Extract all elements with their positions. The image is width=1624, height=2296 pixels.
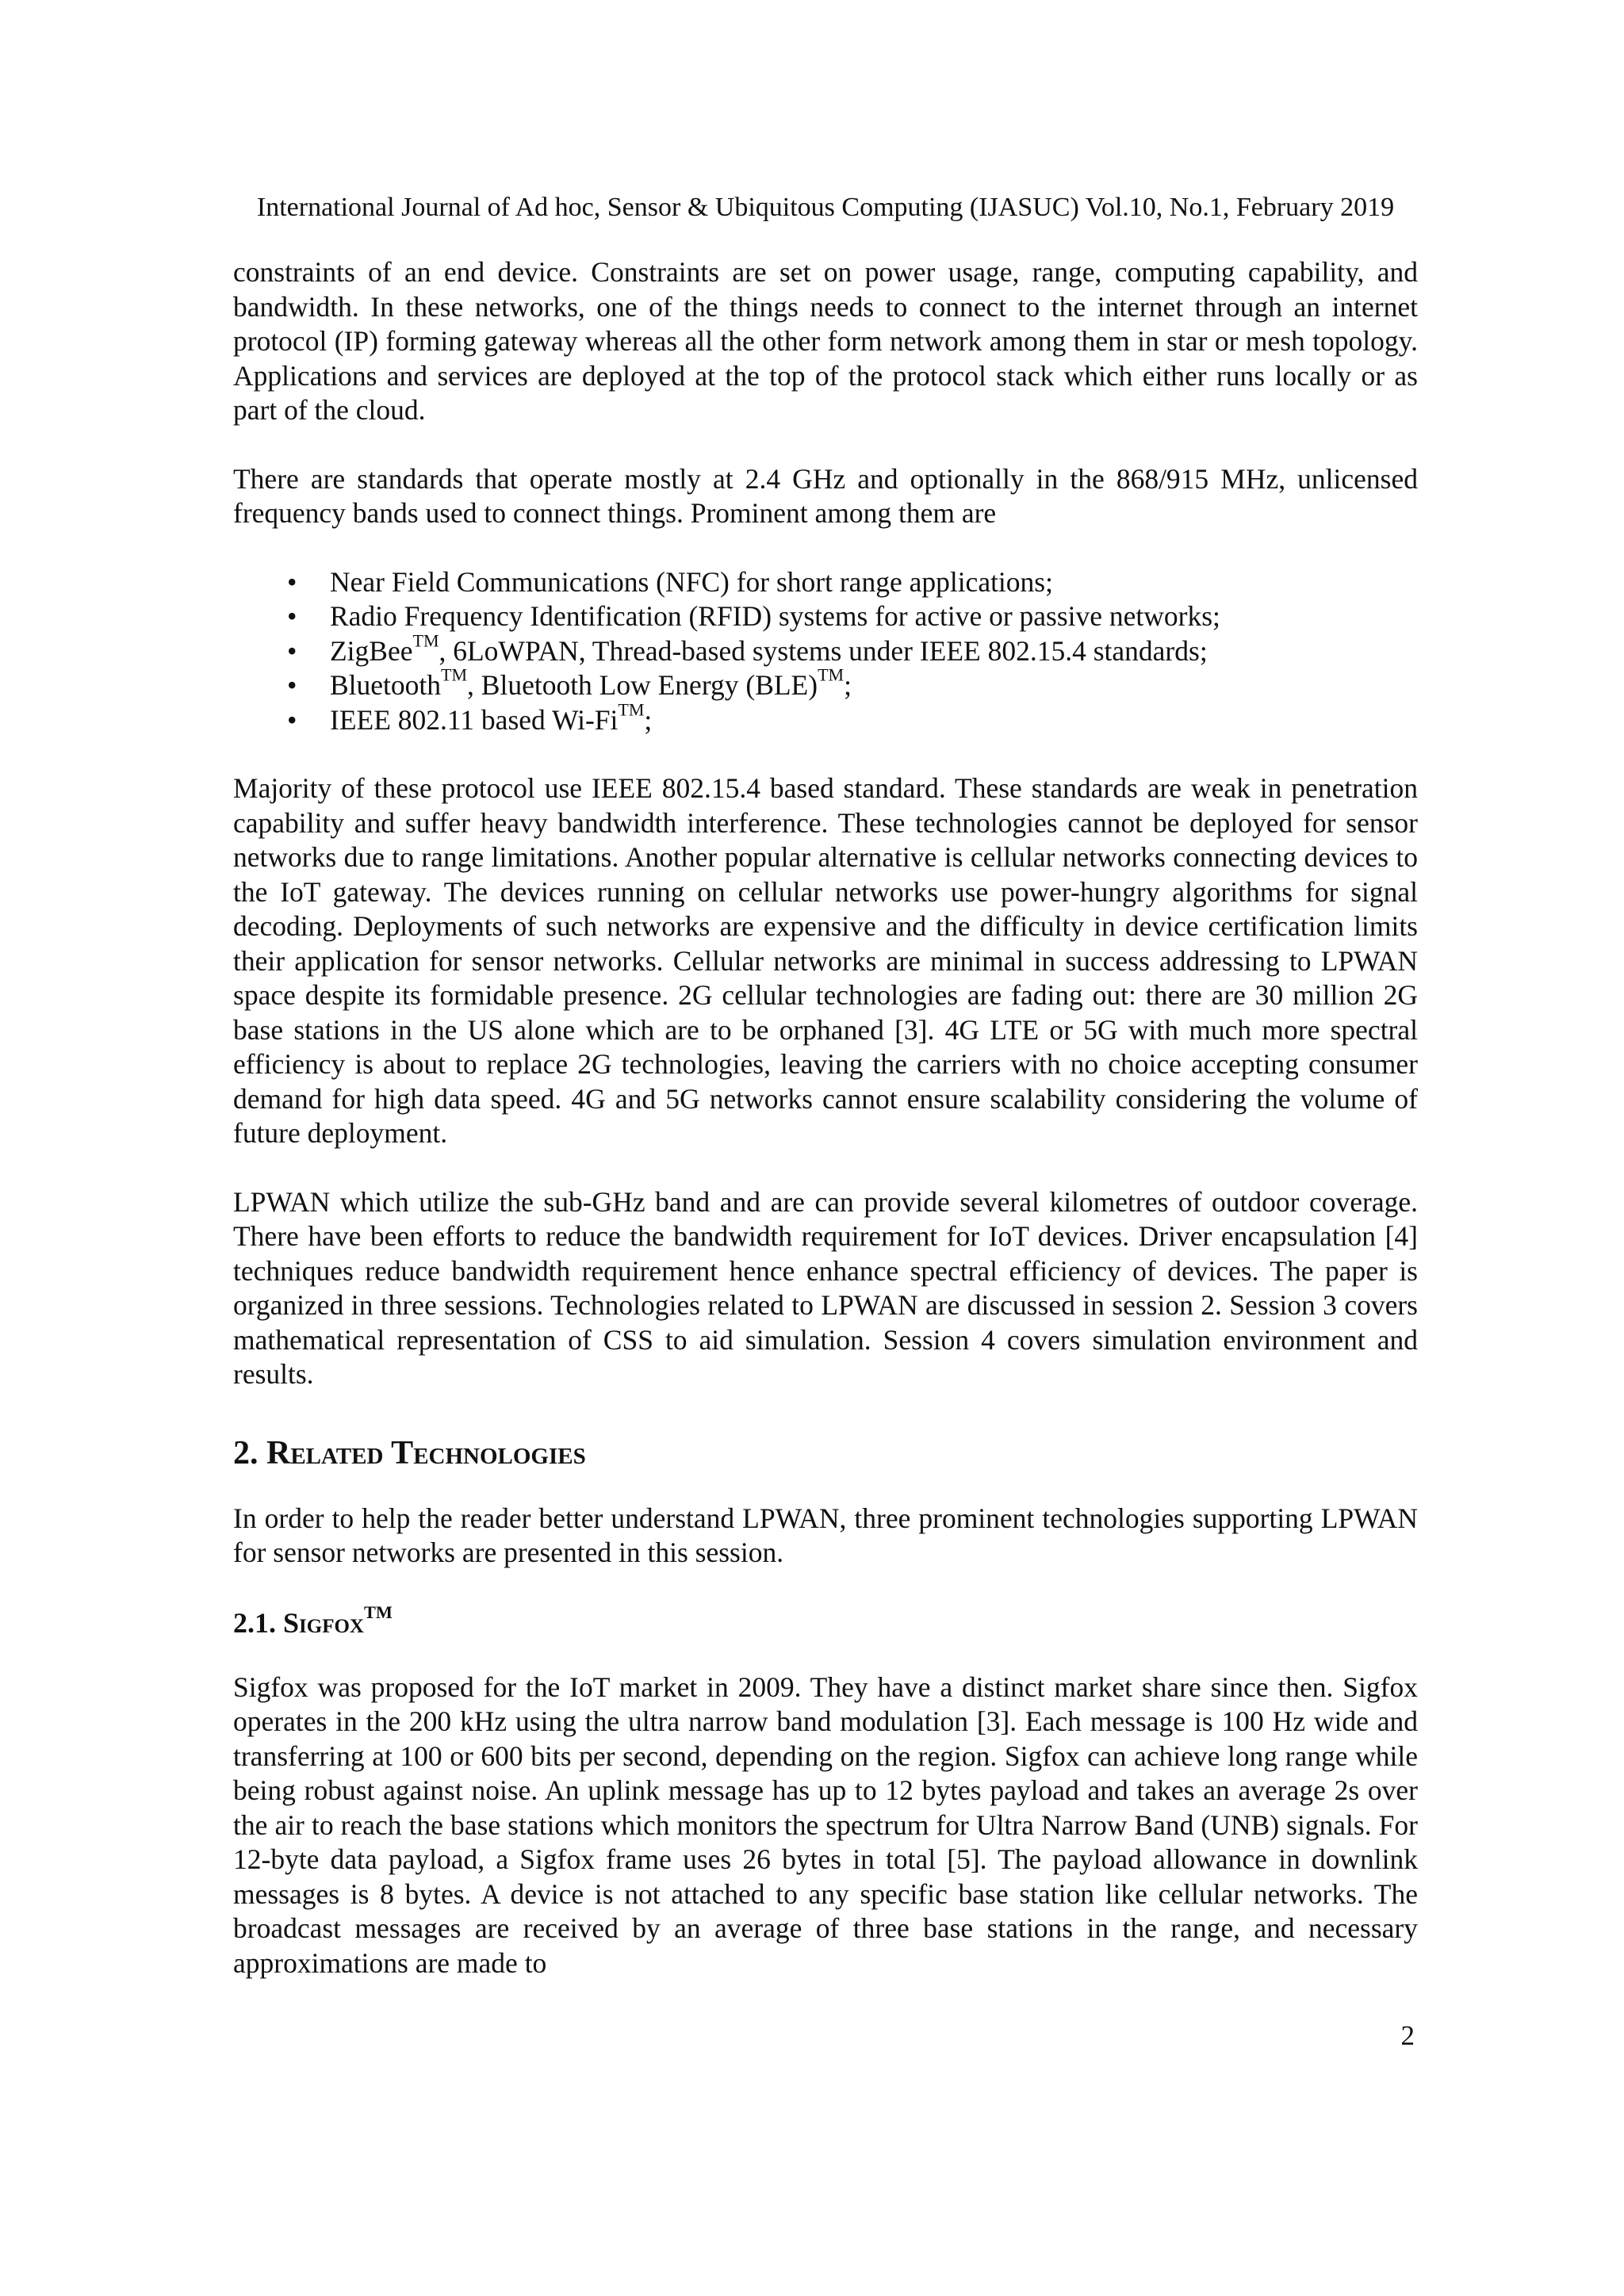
page-number: 2 [1400, 2020, 1415, 2051]
paragraph-constraints: constraints of an end device. Constraints are set on power usage, range, computing capability, and bandwidth. In these networks, one of the things needs to connect to the internet through an internet protocol (IP) forming gateway whereas all the other form network among them in star or mesh topology. Applications and services are deployed at the top of the protocol stack which either runs locally or as part of the cloud. [233, 256, 1418, 426]
list-item-rfid: • Radio Frequency Identification (RFID) systems for active or passive networks; [233, 599, 1418, 634]
paragraph-sigfox: Sigfox was proposed for the IoT market in 2009. They have a distinct market share since then. Sigfox operates in the 200 kHz using the ultra narrow band modulation [3]. Each message is 100 Hz wide and transferring at 100 or 600 bits per second, depending on the region. Sigfox can achieve long range while being robust against noise. An uplink message has up to 12 bytes payload and takes an average 2s over the air to reach the base stations which monitors the spectrum for Ultra Narrow Band (UNB) signals. For 12-byte data payload, a Sigfox frame uses 26 bytes in total [5]. The payload allowance in downlink messages is 8 bytes. A device is not attached to any specific base station like cellular networks. The broadcast messages are received by an average of three base stations in the range, and necessary approximations are made to [233, 1670, 1418, 1979]
list-item-wifi: • IEEE 802.11 based Wi-Fi™; [233, 703, 1418, 738]
paragraph-lpwan: LPWAN which utilize the sub-GHz band and are can provide several kilometres of outdoor coverage. There have been efforts to reduce the bandwidth requirement for IoT devices. Driver encapsulation [4] techniques reduce bandwidth requirement hence enhance spectral efficiency of devices. The paper is organized in three sessions. Technologies related to LPWAN are discussed in session 2. Session 3 covers mathematical representation of CSS to aid simulation. Session 4 covers simulation environment and results. [233, 1185, 1418, 1390]
paragraph-standards: There are standards that operate mostly at 2.4 GHz and optionally in the 868/915 MHz, unlicensed frequency bands used to connect things. Prominent among them are [233, 462, 1418, 529]
subsection-heading-sigfox: 2.1. Sigfox™ [233, 1601, 393, 1639]
paragraph-protocols: Majority of these protocol use IEEE 802.15.4 based standard. These standards are weak in penetration capability and suffer heavy bandwidth interference. These technologies cannot be deployed for sensor networks due to range limitations. Another popular alternative is cellular networks connecting devices to the IoT gateway. The devices running on cellular networks use power-hungry algorithms for signal decoding. Deployments of such networks are expensive and the difficulty in device certification limits their application for sensor networks. Cellular networks are minimal in success addressing to LPWAN space despite its formidable presence. 2G cellular technologies are fading out: there are 30 million 2G base stations in the US alone which are to be orphaned [3]. 4G LTE or 5G with much more spectral efficiency is about to replace 2G technologies, leaving the carriers with no choice accepting consumer demand for high data speed. 4G and 5G networks cannot ensure scalability considering the volume of future deployment. [233, 772, 1418, 1149]
body-text [233, 255, 1418, 1980]
section-heading-related-technologies: 2. Related Technologies [233, 1434, 586, 1471]
journal-header: International Journal of Ad hoc, Sensor & Ubiquitous Computing (IJASUC) Vol.10, No.1, February 2019 [256, 193, 1395, 222]
standards-list [233, 565, 1418, 738]
paragraph-section-intro: In order to help the reader better understand LPWAN, three prominent technologies supporting LPWAN for sensor networks are presented in this session. [233, 1502, 1418, 1568]
list-item-zigbee: • ZigBee™, 6LoWPAN, Thread-based systems under IEEE 802.15.4 standards; [233, 634, 1418, 669]
list-item-nfc: • Near Field Communications (NFC) for short range applications; [233, 565, 1418, 600]
list-item-bluetooth: • Bluetooth™, Bluetooth Low Energy (BLE)™; [233, 668, 1418, 703]
